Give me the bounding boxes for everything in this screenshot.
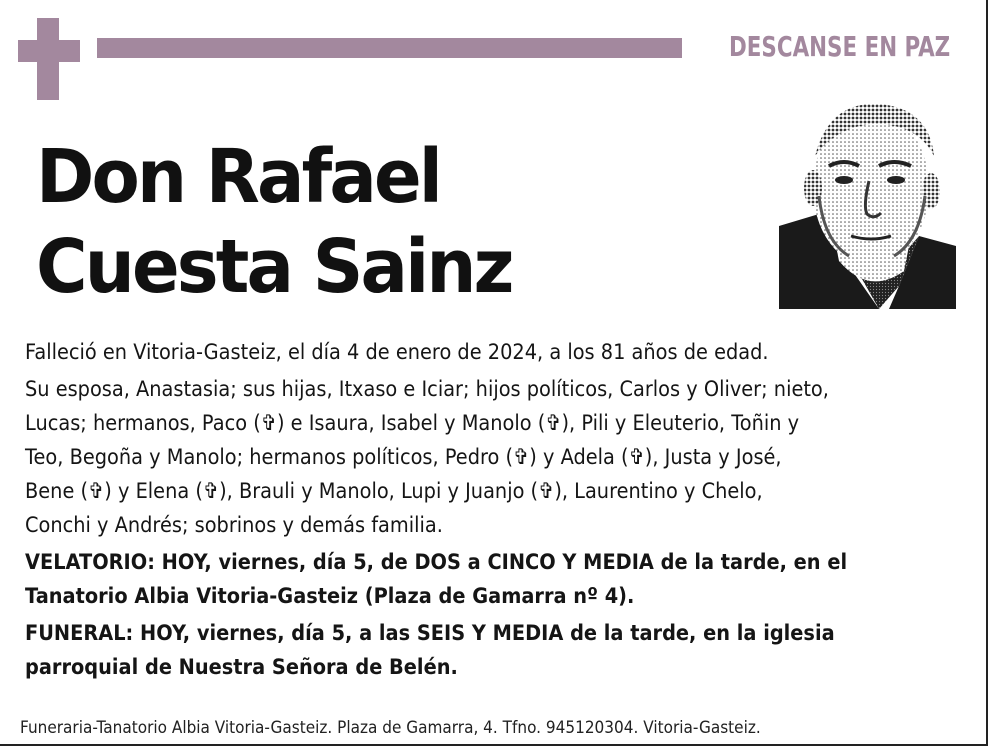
deceased-name <box>36 132 512 312</box>
velatorio-line: Tanatorio Albia Vitoria-Gasteiz (Plaza de Gamarra nº 4). <box>25 584 635 609</box>
portrait-photo <box>779 96 956 309</box>
funeral-paragraph <box>25 617 876 685</box>
family-line: Bene (✞) y Elena (✞), Brauli y Manolo, Lupi y Juanjo (✞), Laurentino y Chelo, <box>25 479 763 504</box>
family-line: Su esposa, Anastasia; sus hijas, Itxaso e Iciar; hijos políticos, Carlos y Oliver; nieto, <box>25 377 829 402</box>
header-rule <box>97 38 682 58</box>
rip-heading: DESCANSE EN PAZ <box>728 30 950 63</box>
family-line: Lucas; hermanos, Paco (✞) e Isaura, Isabel y Manolo (✞), Pili y Eleuterio, Toñin y <box>25 411 800 436</box>
name-line-1: Don Rafael <box>36 134 441 220</box>
cross-icon <box>18 18 80 100</box>
notice-body <box>25 336 876 688</box>
velatorio-line: VELATORIO: HOY, viernes, día 5, de DOS a CINCO Y MEDIA de la tarde, en el <box>25 550 848 575</box>
family-line: Teo, Begoña y Manolo; hermanos políticos, Pedro (✞) y Adela (✞), Justa y José, <box>25 445 782 470</box>
death-info: Falleció en Vitoria-Gasteiz, el día 4 de enero de 2024, a los 81 años de edad. <box>25 340 769 365</box>
velatorio-paragraph <box>25 546 876 614</box>
name-line-2: Cuesta Sainz <box>36 224 512 310</box>
funeral-line: FUNERAL: HOY, viernes, día 5, a las SEIS Y MEDIA de la tarde, en la iglesia <box>25 621 835 646</box>
family-paragraph <box>25 373 876 543</box>
family-line: Conchi y Andrés; sobrinos y demás familia. <box>25 513 443 538</box>
funeral-line: parroquial de Nuestra Señora de Belén. <box>25 655 458 680</box>
funeral-home-footer: Funeraria-Tanatorio Albia Vitoria-Gasteiz. Plaza de Gamarra, 4. Tfno. 945120304. Vitoria-Gasteiz. <box>20 718 761 738</box>
